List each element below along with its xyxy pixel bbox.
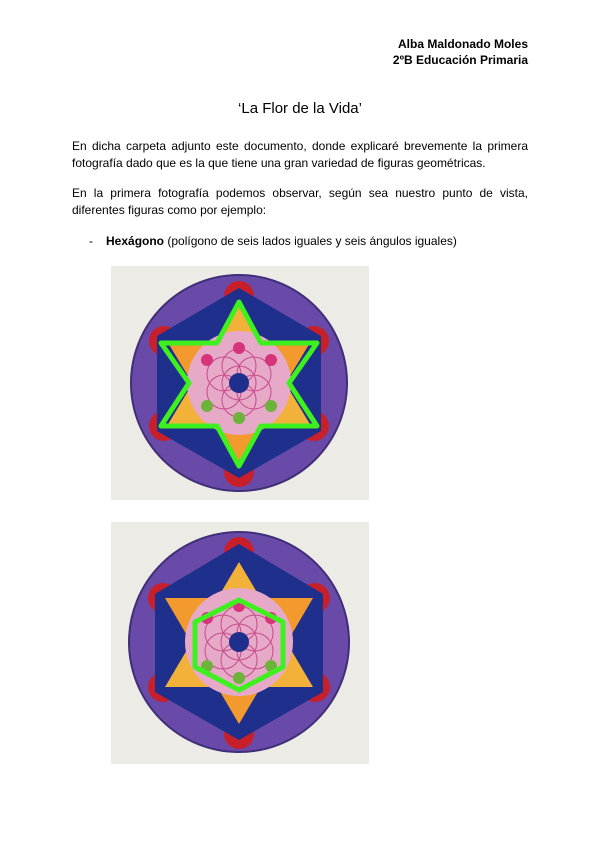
mandala-photo-hexagon <box>111 522 369 764</box>
course-label: 2ºB Educación Primaria <box>392 53 528 67</box>
bullet-term: Hexágono <box>106 234 165 248</box>
bullet-text <box>106 233 457 250</box>
observation-paragraph: En la primera fotografía podemos observar, según sea nuestro punto de vista, diferentes figuras como por ejemplo: <box>72 186 528 217</box>
list-item <box>89 233 457 250</box>
mandala-image <box>111 522 369 764</box>
header <box>393 36 528 68</box>
author-name: Alba Maldonado Moles <box>397 37 528 51</box>
intro-paragraph: En dicha carpeta adjunto este documento, donde explicaré brevemente la primera fotografía dado que es la que tiene una gran variedad de figuras geométricas. <box>72 139 528 170</box>
mandala-image <box>111 266 369 500</box>
bullet-marker: - <box>89 234 93 248</box>
bullet-description: (polígono de seis lados iguales y seis ángulos iguales) <box>164 234 457 248</box>
mandala-photo-hexagram <box>111 266 369 500</box>
document-title: ‘La Flor de la Vida’ <box>238 100 362 117</box>
